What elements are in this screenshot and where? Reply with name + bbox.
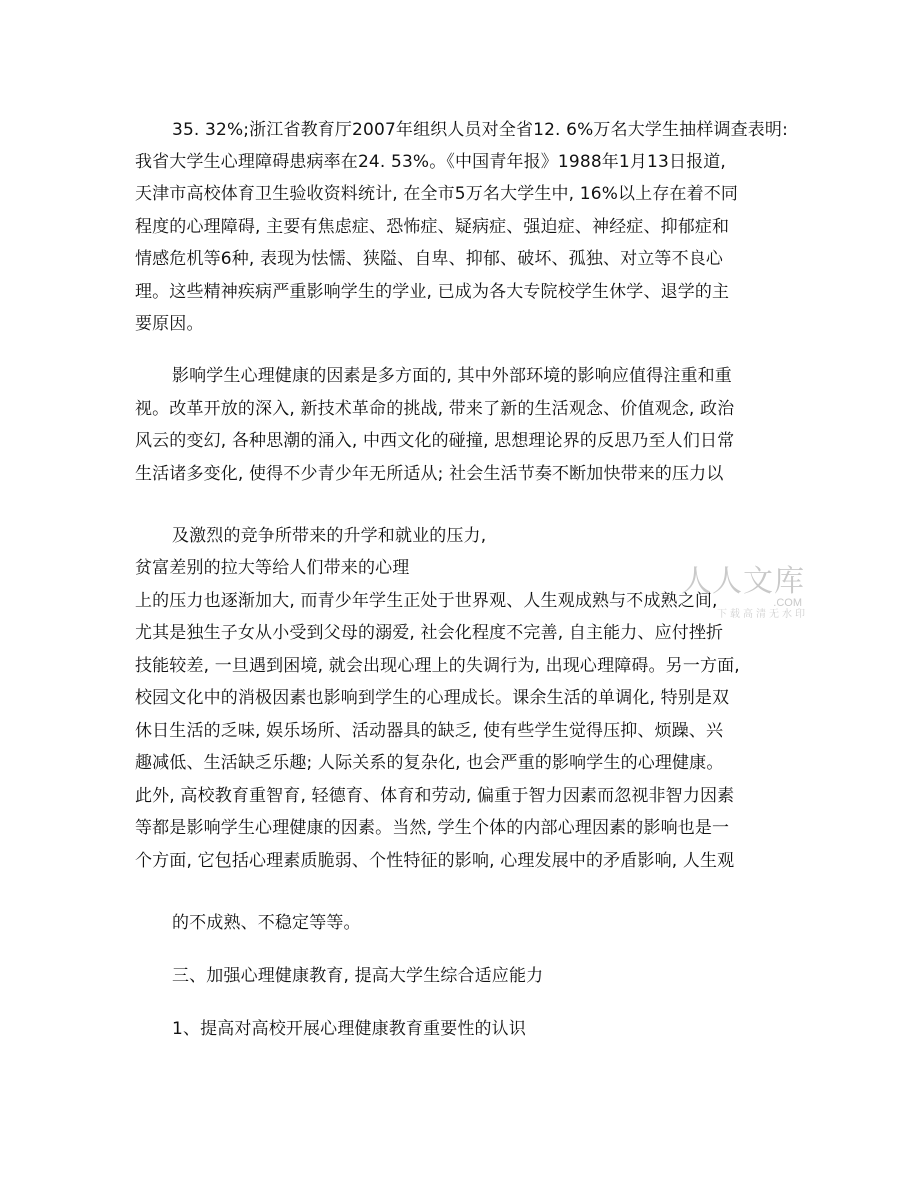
watermark-logo-text: 人人文库	[681, 564, 805, 599]
text-line-19: 趣减低、生活缺乏乐趣; 人际关系的复杂化, 也会严重的影响学生的心理健康。	[135, 753, 724, 773]
text-line-9: 视。改革开放的深入, 新技术革命的挑战, 带来了新的生活观念、价值观念, 政治	[135, 399, 735, 419]
text-line-22: 个方面, 它包括心理素质脆弱、个性特征的影响, 心理发展中的矛盾影响, 人生观	[135, 851, 735, 871]
text-line-6: 理。这些精神疾病严重影响学生的学业, 已成为各大专院校学生休学、退学的主	[135, 282, 730, 302]
text-line-17: 校园文化中的消极因素也影响到学生的心理成长。课余生活的单调化, 特别是双	[135, 688, 730, 708]
text-line-14: 上的压力也逐渐加大, 而青少年学生正处于世界观、人生观成熟与不成熟之间,	[135, 591, 718, 611]
text-line-5: 情感危机等6种, 表现为怯懦、狭隘、自卑、抑郁、破坏、孤独、对立等不良心	[135, 249, 724, 269]
text-line-13: 贫富差别的拉大等给人们带来的心理	[135, 558, 410, 578]
text-line-12: 及激烈的竞争所带来的升学和就业的压力,	[172, 526, 487, 546]
text-line-3: 天津市高校体育卫生验收资料统计, 在全市5万名大学生中, 16%以上存在着不同	[135, 184, 739, 204]
text-line-15: 尤其是独生子女从小受到父母的溺爱, 社会化程度不完善, 自主能力、应付挫折	[135, 623, 724, 643]
text-line-23: 的不成熟、不稳定等等。	[172, 913, 361, 933]
subsection-heading: 1、提高对高校开展心理健康教育重要性的认识	[172, 1019, 526, 1039]
text-line-20: 此外, 高校教育重智育, 轻德育、体育和劳动, 偏重于智力因素而忽视非智力因素	[135, 786, 735, 806]
text-line-8: 影响学生心理健康的因素是多方面的, 其中外部环境的影响应值得注重和重	[172, 366, 732, 386]
text-line-1: 35. 32%;浙江省教育厅2007年组织人员对全省12. 6%万名大学生抽样调查表明:	[172, 120, 788, 140]
text-line-10: 风云的变幻, 各种思潮的涌入, 中西文化的碰撞, 思想理论界的反思乃至人们日常	[135, 431, 735, 451]
text-line-18: 休日生活的乏味, 娱乐场所、活动器具的缺乏, 使有些学生觉得压抑、烦躁、兴	[135, 721, 724, 741]
text-line-16: 技能较差, 一旦遇到困境, 就会出现心理上的失调行为, 出现心理障碍。另一方面,	[135, 656, 740, 676]
text-line-4: 程度的心理障碍, 主要有焦虑症、恐怖症、疑病症、强迫症、神经症、抑郁症和	[135, 217, 730, 237]
watermark-domain: .COM	[773, 597, 802, 609]
text-line-7: 要原因。	[135, 314, 204, 334]
section-heading: 三、加强心理健康教育, 提高大学生综合适应能力	[172, 966, 544, 986]
text-line-2: 我省大学生心理障碍患病率在24. 53%。《中国青年报》1988年1月13日报道,	[135, 152, 726, 172]
watermark-tagline: 下载高清无水印	[717, 609, 808, 620]
text-line-11: 生活诸多变化, 使得不少青少年无所适从; 社会生活节奏不断加快带来的压力以	[135, 464, 724, 484]
text-line-21: 等都是影响学生心理健康的因素。当然, 学生个体的内部心理因素的影响也是一	[135, 818, 730, 838]
